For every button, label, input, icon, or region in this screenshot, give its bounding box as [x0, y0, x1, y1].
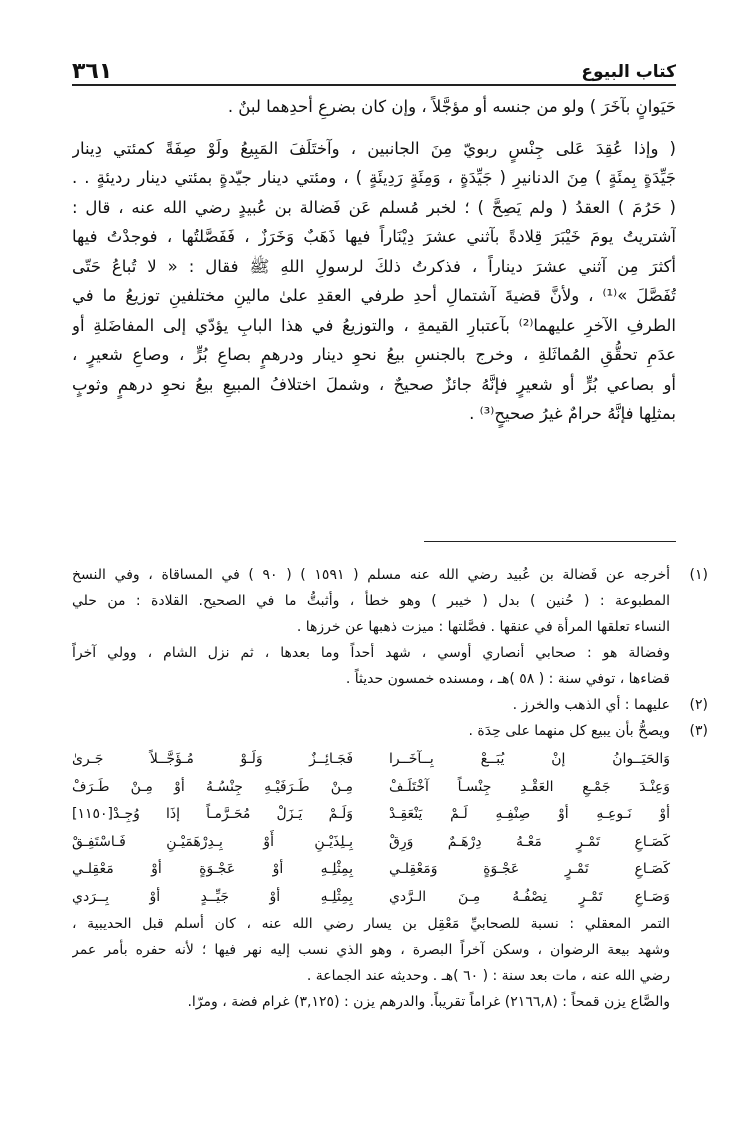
- main-text: [72, 92, 676, 429]
- footnote-line: عليهما : أي الذهب والخرز .: [512, 697, 670, 713]
- text-line: بمثلِها فإنَّهُ حرامٌ غيرُ صحيحٍ⁽³⁾ .: [469, 404, 676, 423]
- verse-row: [72, 856, 670, 884]
- verse-second-half: بِمِثْلِـهِ أوْ عَجْـوَةٍ أوْ مَعْقِلـي: [72, 861, 354, 877]
- text-line: ( حَرُمَ ) العقدُ ( ولم يَصِحَّ ) ؛ لخبر مُسلم عَن فَضالة بن عُبيدٍ رضي الله عنه ، قال :: [72, 197, 676, 217]
- footnote-2: [72, 692, 708, 718]
- verse-first-half: أوْ نَـوعِـهِ أوْ صِنْفِـهِ لَـمْ يَنْعَقِـدْ: [388, 806, 670, 822]
- footnote-line: ويصحُّ بأن يبيع كل منهما على حِدَة .: [468, 723, 670, 739]
- text-line: أكثرَ مِن آثني عشرَ ديناراً ، فذكرتُ ذلكَ لرسولِ اللهِ ﷺ فقال : « لا تُباعُ حَتّى: [72, 256, 676, 276]
- footnote-line: رضي الله عنه ، مات بعد سنة : ( ٦٠ )هـ . وحديثه عند الجماعة .: [306, 968, 670, 984]
- text-line: الطرفِ الآخرِ عليهما⁽²⁾ بآعتبارِ القيمةِ ، والتوزيعُ في هذا البابِ يؤدّي إلى المفاضَلةِ أو: [72, 315, 676, 335]
- verse-second-half: بِمِثْلِـهِ أوْ جَيِّــدٍ أوْ بِــرَدي: [72, 888, 354, 905]
- footnote-1: [72, 562, 708, 692]
- verse-second-half: فَجَـائِــزٌ وَلَـوْ مُـؤَجَّــلاً جَـرىٰ: [72, 751, 354, 767]
- footnote-line: قضاءها ، توفي سنة : ( ٥٨ )هـ ، ومسنده خمسون حديثاً .: [345, 671, 670, 687]
- verse-second-half: وَلَـمْ يَـزَلْ مُحَـرَّمـاً إذَا وُجِـدْ[١١٥٠]: [72, 806, 354, 822]
- running-title: كتاب البيوع: [581, 62, 676, 82]
- footnote-line: النساء تعلقها المرأة في عنقها . فصَّلتها : ميزت ذهبها عن خرزها .: [296, 619, 670, 635]
- text-line: أو بصاعي بُرٍّ أو شعيرٍ فإنَّهُ جائزٌ صحيحٌ ، وشملَ اختلافُ المبيعِ بيعُ نحوِ درهمٍ وثوبٍ: [72, 374, 676, 394]
- verse-row: [72, 829, 670, 857]
- footnote-line: المطبوعة : ( حُنين ) بدل ( خيبر ) وهو خطأ ، وأثبتُّ ما في الصحيح. القلادة : من حلي: [72, 593, 670, 609]
- verse-first-half: وَصَـاعِ تَمْـرٍ نِصْفُـهُ مِـنَ الـرَّدي: [388, 888, 670, 905]
- footnote-3: [72, 718, 708, 1015]
- verse-second-half: مِـنْ طَـرَفَيْـهِ جِنْسُـهُ أوْ مِـنْ طَـرَفْ: [72, 778, 354, 795]
- verse-row: [72, 774, 670, 802]
- verse-first-half: وَعِنْـدَ جَمْـعِ العَقْـدِ جِنْسـاً آخْتَلَـفْ: [388, 778, 670, 795]
- footnote-separator: [424, 541, 676, 542]
- text-line: ( وإذا عُقِدَ عَلى جِنْسٍ ربويّ مِنَ الجانبين ، وآختَلَفَ المَبِيعُ ولَوْ صِفَةً كمئتي دِينار: [72, 138, 676, 158]
- verse-row: [72, 801, 670, 829]
- text-line: جَيِّدَةٍ بِمئَةٍ ) مِنَ الدنانيرِ ( جَيِّدَةٍ ، وَمِئَةٍ رَدِيئَةٍ ) ، ومئتي دينار جيّدةٍ بمئتي دينار رديئةٍ . .: [72, 168, 676, 187]
- verse-row: [72, 884, 670, 912]
- verse-second-half: بِـلِذَيْـنِ أَوْ بِـدِرْهَمَيْـنِ فَـاسْتَفِـقْ: [72, 833, 354, 850]
- footnotes: [72, 562, 708, 1015]
- page-number: ٣٦١: [72, 59, 113, 84]
- footnote-line: أخرجه عن فَضالة بن عُبيد رضي الله عنه مسلم ( ١٥٩١ ) ( ٩٠ ) في المساقاة ، وفي النسخ: [72, 567, 670, 583]
- footnote-number: (٣): [689, 723, 708, 739]
- text-line: حَيَوانٍ بآخَرَ ) ولو من جنسه أو مؤجَّلاً ، وإن كان بضرعِ أحدِهما لبنٌ .: [227, 97, 676, 116]
- verse-first-half: وَالحَيَــوانُ إنْ يُبَــعْ بِــآخَــرا: [388, 751, 670, 767]
- verse-first-half: كَصَـاعِ تَمْـرٍ مَعْـهُ دِرْهَـمٌ وَرِقْ: [388, 833, 670, 850]
- footnote-line: وشهد بيعة الرضوان ، وسكن آخراً البصرة ، وهو الذي نسب إليه نهر فيها ؛ لأنه حفره بأمر عمر: [72, 942, 670, 958]
- footnote-line: والصَّاع يزن قمحاً : (٢١٦٦,٨) غراماً تقريباً. والدرهم يزن : (٣,١٢٥) غرام فضة ، ومرّا.: [187, 994, 670, 1010]
- footnote-line: وفضالة هو : صحابي أنصاري أوسي ، شهد أحداً وما بعدها ، ثم نزل الشام ، وولي آخراً: [72, 645, 670, 661]
- page-header: [72, 56, 676, 86]
- footnote-number: (٢): [689, 697, 708, 713]
- verse-first-half: كَصَـاعِ تَمْـرٍ عَجْـوَةٍ وَمَعْقِلـي: [388, 861, 670, 877]
- poem-verses: [72, 746, 670, 911]
- footnote-line: التمر المعقلي : نسبة للصحابيِّ مَعْقِل بن يسار رضي الله عنه ، كان أسلم قبل الحديبية ،: [72, 916, 670, 932]
- footnote-number: (١): [689, 567, 708, 583]
- text-line: عدَمِ تحقُّقِ المُماثَلةِ ، وخرج بالجنسِ بيعُ نحوِ دينار ودرهمٍ بصاعِ بُرٍّ ، وصاعِ شعيرٍ ،: [72, 345, 676, 364]
- text-line: تُفَصَّلَ »⁽¹⁾ ، ولأنَّ قضيةَ آشتمالِ أحدِ طرفي العقدِ علىٰ مالينِ مختلفينِ توزيعُ ما في: [72, 286, 676, 305]
- verse-row: [72, 746, 670, 774]
- text-line: آشتريتُ يومَ خَيْبَرَ قِلادةً بآثني عشرَ دِيْنَاراً فيها ذَهَبٌ وَخَرَزٌ ، فَفَصَّلتُها ، فوجدْتُ فيها: [72, 227, 676, 246]
